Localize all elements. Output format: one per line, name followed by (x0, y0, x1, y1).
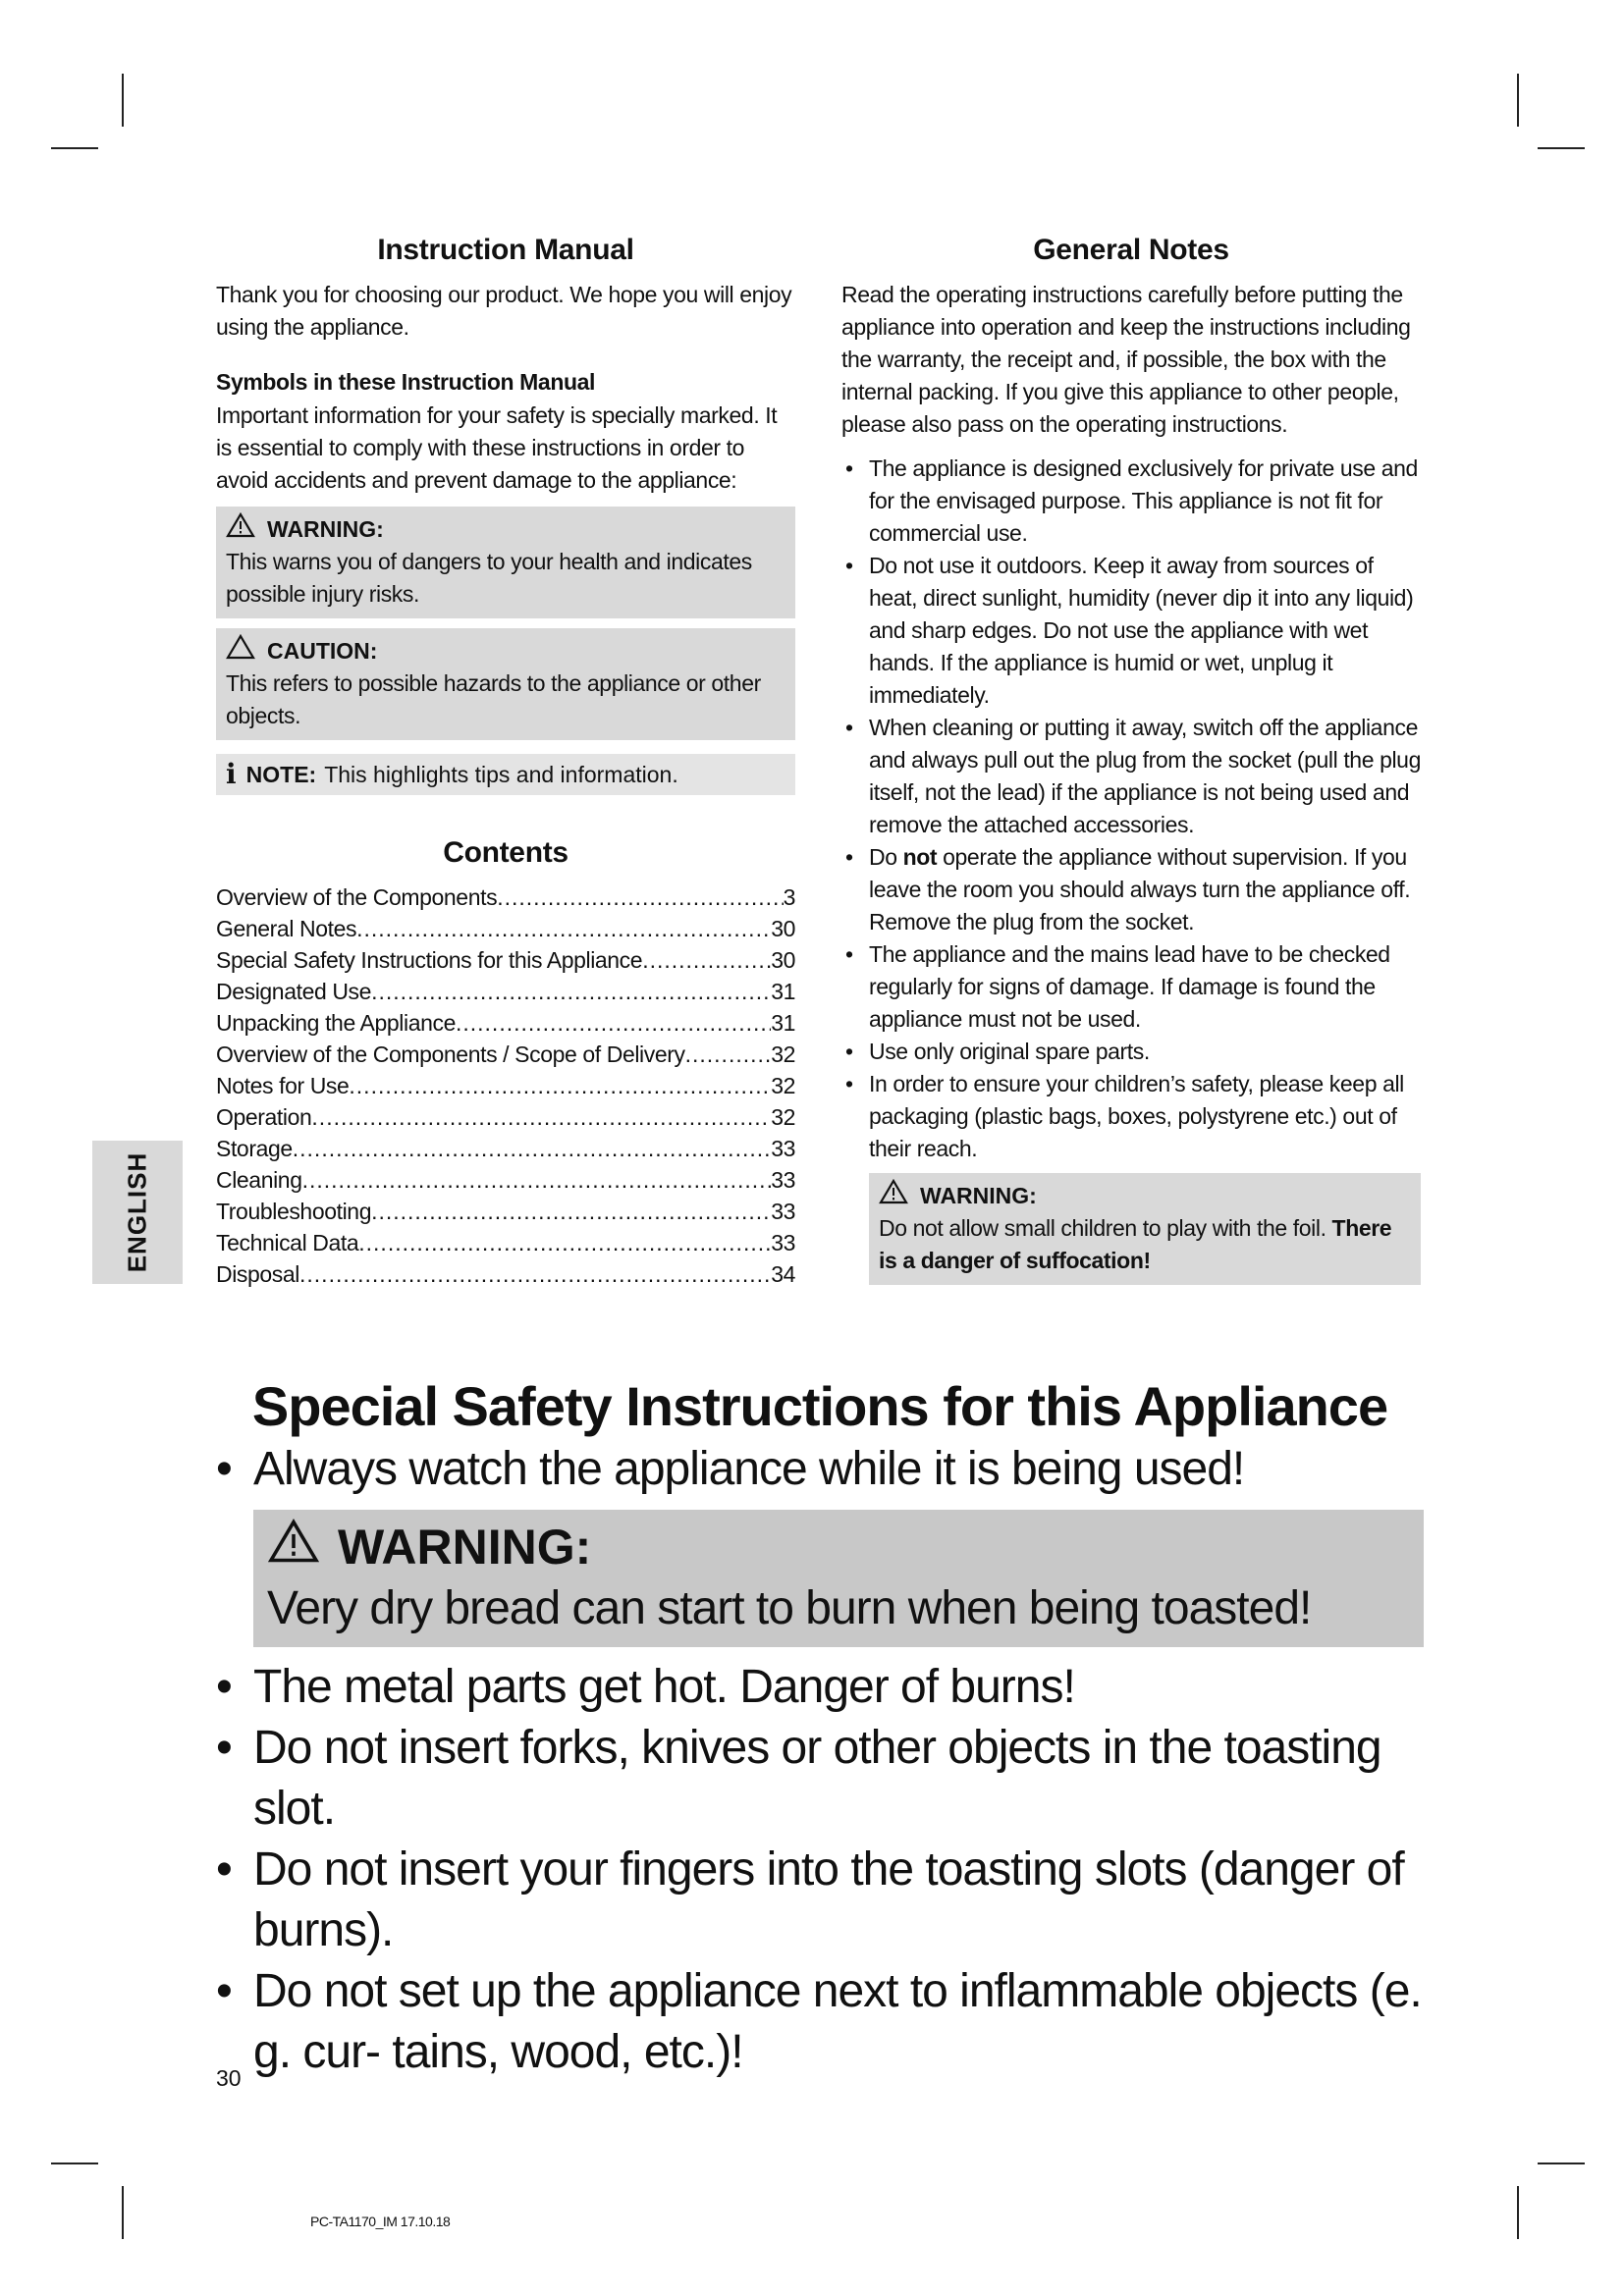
toc-entry (216, 944, 795, 976)
toc-entry-title: Unpacking the Appliance (216, 1010, 456, 1036)
toc-entry (216, 1164, 795, 1196)
list-item: • Do not insert your fingers into the toasting slots (danger of burns). (216, 1840, 1424, 1961)
toc-entry (216, 976, 795, 1007)
toc-entry-page: 30 (771, 916, 795, 941)
toc-entry-title: Troubleshooting (216, 1199, 372, 1224)
special-safety-list (216, 1439, 1424, 1500)
crop-mark (122, 74, 124, 127)
toc-leader-dots (497, 881, 783, 913)
toc-entry (216, 1258, 795, 1290)
toc-entry-title: Technical Data (216, 1230, 359, 1255)
toc-leader-dots (311, 1101, 771, 1133)
toc-leader-dots (371, 976, 771, 1007)
crop-mark (1538, 2163, 1585, 2164)
note-box (216, 754, 795, 795)
list-item: • In order to ensure your children’s safety, please keep all packaging (plastic bags, boxes, polystyrene etc.) out of their reach. (841, 1068, 1421, 1165)
toc-entry-title: Operation (216, 1104, 312, 1130)
caution-label: CAUTION: (267, 638, 378, 664)
toc-entry-title: Special Safety Instructions for this Appliance (216, 947, 643, 973)
caution-triangle-icon (226, 634, 255, 667)
list-item: • Always watch the appliance while it is being used! (216, 1439, 1424, 1500)
general-notes-title: General Notes (1033, 234, 1229, 266)
toc-leader-dots (302, 1164, 772, 1196)
table-of-contents (216, 881, 795, 1290)
warning-triangle-icon (879, 1179, 908, 1212)
toc-leader-dots (293, 1133, 771, 1164)
list-item: • Use only original spare parts. (841, 1036, 1421, 1068)
toc-leader-dots (358, 1227, 771, 1258)
toc-entry (216, 1039, 795, 1070)
crop-mark (51, 2163, 98, 2164)
toc-leader-dots (685, 1039, 772, 1070)
toc-entry-title: Storage (216, 1136, 293, 1161)
crop-mark (122, 2186, 124, 2239)
list-item: • When cleaning or putting it away, switch off the appliance and always pull out the plug from the socket (pull the plug itself, not the lead) if the appliance is not being used and remove the attached accessories. (841, 712, 1421, 841)
toc-leader-dots (349, 1070, 771, 1101)
caution-text: This refers to possible hazards to the appliance or other objects. (226, 670, 761, 728)
footer-code: PC-TA1170_IM 17.10.18 (310, 2214, 451, 2229)
instruction-manual-title: Instruction Manual (377, 234, 634, 266)
toc-entry-page: 33 (771, 1136, 795, 1161)
toc-entry-page: 32 (771, 1104, 795, 1130)
list-item (841, 841, 1421, 938)
list-item: • The appliance is designed exclusively for private use and for the envisaged purpose. This appliance is not fit for commercial use. (841, 453, 1421, 550)
list-item: • Do not insert forks, knives or other objects in the toasting slot. (216, 1718, 1424, 1840)
page-number: 30 (216, 2065, 242, 2091)
crop-mark (1538, 147, 1585, 149)
caution-box (216, 628, 795, 740)
toc-entry (216, 1196, 795, 1227)
info-icon: i (226, 758, 237, 790)
special-safety-list (216, 1657, 1424, 2083)
toc-entry (216, 913, 795, 944)
toc-entry-page: 32 (771, 1041, 795, 1067)
foil-warning-box (869, 1173, 1421, 1285)
warning-box (216, 507, 795, 618)
toc-entry-page: 33 (771, 1199, 795, 1224)
toc-entry-page: 31 (771, 1010, 795, 1036)
warning-text: Do not allow small children to play with the foil. (879, 1215, 1332, 1241)
toc-leader-dots (371, 1196, 771, 1227)
list-item: • The appliance and the mains lead have to be checked regularly for signs of damage. If damage is found the appliance must not be used. (841, 938, 1421, 1036)
language-tab (92, 1141, 183, 1284)
toc-leader-dots (642, 944, 771, 976)
list-item-emphasis: not (902, 844, 938, 870)
list-item-text: Do (869, 844, 903, 870)
general-notes-list (841, 453, 1421, 1165)
warning-text-emphasis: There is a danger of suffocation! (879, 1215, 1392, 1273)
special-safety-section (216, 1374, 1424, 2083)
warning-triangle-icon (226, 512, 255, 546)
toc-entry (216, 1133, 795, 1164)
toc-entry (216, 1227, 795, 1258)
toc-entry-page: 33 (771, 1230, 795, 1255)
toc-entry-page: 3 (783, 884, 795, 910)
toc-leader-dots (456, 1007, 771, 1039)
toc-entry-title: Cleaning (216, 1167, 302, 1193)
toc-entry-title: General Notes (216, 916, 357, 941)
toc-entry-page: 30 (771, 947, 795, 973)
toc-entry-page: 31 (771, 979, 795, 1004)
toc-entry (216, 1101, 795, 1133)
list-item: • Do not set up the appliance next to inflammable objects (e. g. cur- tains, wood, etc.)! (216, 1961, 1424, 2083)
toc-entry-title: Overview of the Components / Scope of Delivery (216, 1041, 685, 1067)
symbols-text: Important information for your safety is specially marked. It is essential to comply with these instructions in order to avoid accidents and prevent damage to the appliance: (216, 402, 778, 493)
toc-leader-dots (299, 1258, 771, 1290)
toc-leader-dots (356, 913, 771, 944)
note-label: NOTE: (245, 762, 317, 787)
toast-warning-box (253, 1510, 1424, 1647)
right-column (841, 234, 1421, 1285)
intro-text: Thank you for choosing our product. We hope you will enjoy using the appliance. (216, 282, 792, 340)
warning-label: WARNING: (267, 516, 384, 542)
warning-label: WARNING: (920, 1183, 1037, 1208)
toc-entry-page: 34 (771, 1261, 795, 1287)
toc-entry-page: 32 (771, 1073, 795, 1098)
list-item-text: operate the appliance without supervision. If you leave the room you should always turn the appliance off. Remove the plug from the socket. (869, 844, 1411, 934)
list-item: • Do not use it outdoors. Keep it away from sources of heat, direct sunlight, humidity (never dip it into any liquid) and sharp edges. Do not use the appliance with wet hands. If the appliance is humid or wet, unplug it immediately. (841, 550, 1421, 712)
contents-title: Contents (443, 836, 568, 869)
toc-entry (216, 1070, 795, 1101)
toc-entry (216, 1007, 795, 1039)
toc-entry (216, 881, 795, 913)
warning-triangle-icon (267, 1516, 320, 1578)
toc-entry-title: Disposal (216, 1261, 300, 1287)
crop-mark (1517, 2186, 1519, 2239)
list-item: • The metal parts get hot. Danger of burns! (216, 1657, 1424, 1718)
toast-warning-text: Very dry bread can start to burn when being toasted! (267, 1582, 1312, 1634)
toc-entry-page: 33 (771, 1167, 795, 1193)
toc-entry-title: Notes for Use (216, 1073, 350, 1098)
special-safety-title: Special Safety Instructions for this Appliance (251, 1375, 1388, 1437)
language-label: ENGLISH (122, 1151, 152, 1273)
crop-mark (51, 147, 98, 149)
warning-text: This warns you of dangers to your health and indicates possible injury risks. (226, 549, 752, 607)
symbols-title: Symbols in these Instruction Manual (216, 369, 596, 395)
foil-warning-text (879, 1212, 1411, 1277)
note-text: This highlights tips and information. (324, 762, 678, 787)
crop-mark (1517, 74, 1519, 127)
left-column (216, 234, 795, 1290)
warning-label: WARNING: (338, 1520, 592, 1575)
toc-entry-title: Designated Use (216, 979, 372, 1004)
toc-entry-title: Overview of the Components (216, 884, 498, 910)
general-notes-intro: Read the operating instructions carefully before putting the appliance into operation and keep the instructions including the warranty, the receipt and, if possible, the box with the internal packing. If you give this appliance to other people, please also pass on the operating instructions. (841, 282, 1411, 437)
